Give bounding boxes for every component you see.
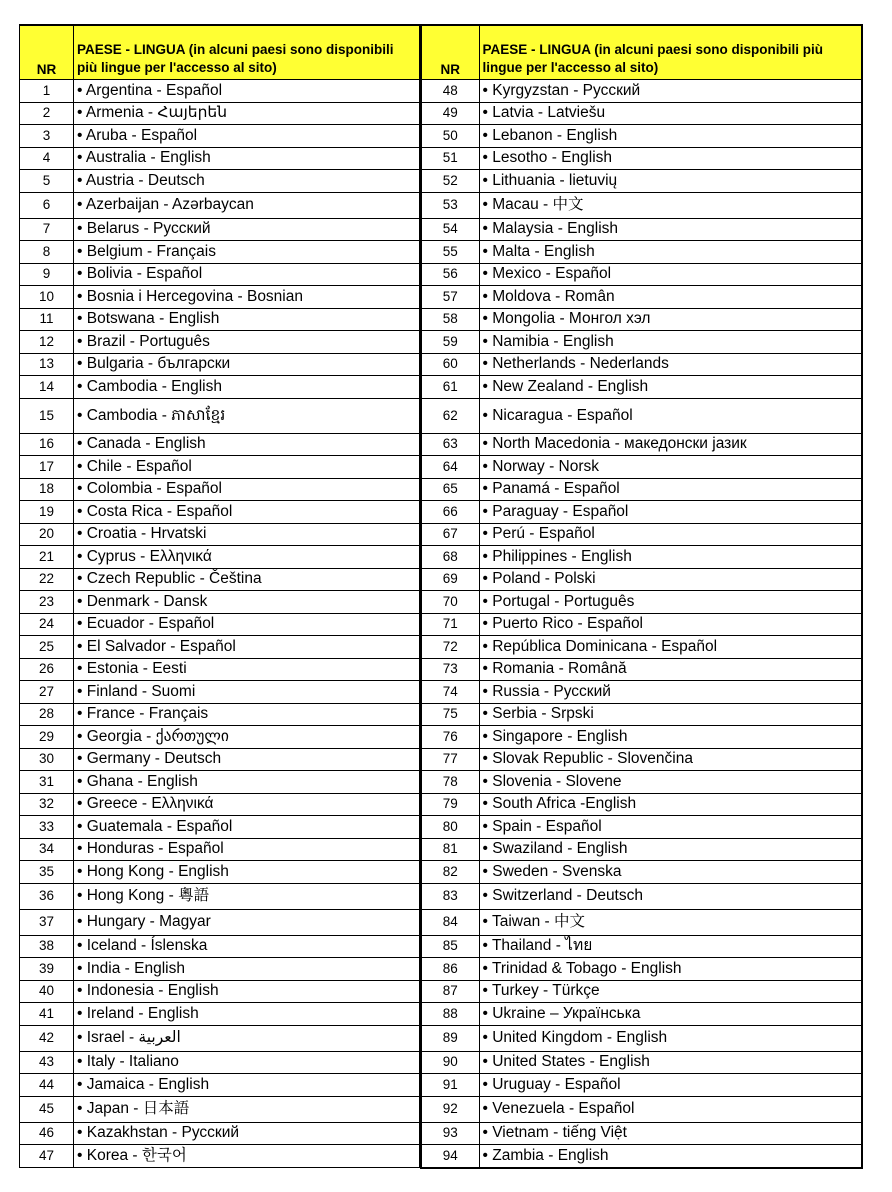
country-language-item: • Aruba - Español: [74, 125, 420, 148]
country-language-item: • Bosnia i Hercegovina - Bosnian: [74, 286, 420, 309]
country-language-item: • Mexico - Español: [479, 263, 862, 286]
row-number: 44: [20, 1074, 74, 1097]
row-number: 35: [20, 861, 74, 884]
table-row: [421, 613, 862, 636]
row-number: 29: [20, 726, 74, 749]
row-number: 19: [20, 501, 74, 524]
row-number: 51: [421, 147, 479, 170]
table-row: [421, 980, 862, 1003]
table-row: [421, 478, 862, 501]
table-row: [421, 883, 862, 909]
row-number: 50: [421, 125, 479, 148]
table-row: [20, 376, 420, 399]
country-language-item: • Germany - Deutsch: [74, 748, 420, 771]
table-row: [421, 771, 862, 794]
table-row: [421, 398, 862, 433]
table-row: [20, 523, 420, 546]
table-row: [421, 456, 862, 479]
table-row: [20, 681, 420, 704]
row-number: 5: [20, 170, 74, 193]
row-number: 33: [20, 816, 74, 839]
row-number: 78: [421, 771, 479, 794]
row-number: 73: [421, 658, 479, 681]
country-language-item: • North Macedonia - македонски јазик: [479, 433, 862, 456]
row-number: 1: [20, 80, 74, 103]
country-language-item: • Belgium - Français: [74, 241, 420, 264]
country-language-item: • Poland - Polski: [479, 568, 862, 591]
table-row: [20, 1025, 420, 1051]
table-row: [20, 125, 420, 148]
country-language-item: • Colombia - Español: [74, 478, 420, 501]
country-language-item: • France - Français: [74, 703, 420, 726]
country-language-item: • Bulgaria - български: [74, 353, 420, 376]
country-language-item: • Slovak Republic - Slovenčina: [479, 748, 862, 771]
table-row: [20, 102, 420, 125]
country-language-item: • Malaysia - English: [479, 218, 862, 241]
row-number: 82: [421, 861, 479, 884]
country-language-item: • Guatemala - Español: [74, 816, 420, 839]
row-number: 26: [20, 658, 74, 681]
row-number: 14: [20, 376, 74, 399]
country-language-item: • Lebanon - English: [479, 125, 862, 148]
header-row: [421, 25, 862, 80]
table-row: [20, 170, 420, 193]
row-number: 76: [421, 726, 479, 749]
row-number: 32: [20, 793, 74, 816]
row-number: 28: [20, 703, 74, 726]
country-language-header: PAESE - LINGUA (in alcuni paesi sono disponibili più lingue per l'accesso al sito): [74, 25, 420, 80]
row-number: 11: [20, 308, 74, 331]
country-language-item: • United Kingdom - English: [479, 1025, 862, 1051]
row-number: 87: [421, 980, 479, 1003]
table-row: [421, 147, 862, 170]
row-number: 66: [421, 501, 479, 524]
row-number: 68: [421, 546, 479, 569]
table-row: [421, 125, 862, 148]
country-language-item: • Armenia - Հայերեն: [74, 102, 420, 125]
country-language-item: • Malta - English: [479, 241, 862, 264]
table-row: [20, 286, 420, 309]
table-row: [20, 636, 420, 659]
country-language-item: • Perú - Español: [479, 523, 862, 546]
table-row: [421, 102, 862, 125]
row-number: 93: [421, 1122, 479, 1145]
country-language-item: • Portugal - Português: [479, 591, 862, 614]
table-row: [421, 681, 862, 704]
row-number: 13: [20, 353, 74, 376]
row-number: 52: [421, 170, 479, 193]
row-number: 16: [20, 433, 74, 456]
table-row: [421, 192, 862, 218]
row-number: 6: [20, 192, 74, 218]
row-number: 17: [20, 456, 74, 479]
table-row: [20, 1051, 420, 1074]
row-number: 81: [421, 838, 479, 861]
table-row: [421, 546, 862, 569]
table-row: [421, 591, 862, 614]
table-row: [421, 218, 862, 241]
table-row: [421, 286, 862, 309]
row-number: 80: [421, 816, 479, 839]
row-number: 39: [20, 958, 74, 981]
row-number: 49: [421, 102, 479, 125]
country-language-header: PAESE - LINGUA (in alcuni paesi sono disponibili più lingue per l'accesso al sito): [479, 25, 862, 80]
row-number: 41: [20, 1003, 74, 1026]
table-row: [20, 1122, 420, 1145]
right-country-table: [420, 24, 863, 1169]
table-row: [20, 703, 420, 726]
row-number: 23: [20, 591, 74, 614]
row-number: 42: [20, 1025, 74, 1051]
country-language-item: • El Salvador - Español: [74, 636, 420, 659]
country-language-item: • Macau - 中文: [479, 192, 862, 218]
country-language-item: • República Dominicana - Español: [479, 636, 862, 659]
country-language-item: • Australia - English: [74, 147, 420, 170]
table-row: [421, 726, 862, 749]
right-table-body: [421, 80, 862, 1168]
country-language-item: • Ghana - English: [74, 771, 420, 794]
table-row: [421, 636, 862, 659]
country-language-item: • Hong Kong - English: [74, 861, 420, 884]
table-row: [421, 748, 862, 771]
country-language-item: • Romania - Română: [479, 658, 862, 681]
row-number: 90: [421, 1051, 479, 1074]
row-number: 54: [421, 218, 479, 241]
row-number: 38: [20, 935, 74, 958]
table-row: [421, 501, 862, 524]
country-language-item: • Cambodia - ភាសាខ្មែរ: [74, 398, 420, 433]
row-number: 27: [20, 681, 74, 704]
country-language-item: • Botswana - English: [74, 308, 420, 331]
country-language-item: • Puerto Rico - Español: [479, 613, 862, 636]
country-language-item: • Switzerland - Deutsch: [479, 883, 862, 909]
row-number: 10: [20, 286, 74, 309]
country-language-item: • Thailand - ไทย: [479, 935, 862, 958]
table-row: [20, 456, 420, 479]
country-language-item: • Croatia - Hrvatski: [74, 523, 420, 546]
row-number: 25: [20, 636, 74, 659]
table-row: [421, 816, 862, 839]
table-row: [20, 1074, 420, 1097]
country-language-item: • Namibia - English: [479, 331, 862, 354]
table-row: [421, 838, 862, 861]
country-language-item: • Austria - Deutsch: [74, 170, 420, 193]
country-language-item: • Czech Republic - Čeština: [74, 568, 420, 591]
row-number: 77: [421, 748, 479, 771]
row-number: 20: [20, 523, 74, 546]
table-row: [20, 613, 420, 636]
table-row: [20, 192, 420, 218]
row-number: 15: [20, 398, 74, 433]
table-row: [20, 658, 420, 681]
table-row: [421, 935, 862, 958]
table-row: [20, 591, 420, 614]
row-number: 91: [421, 1074, 479, 1097]
table-row: [20, 568, 420, 591]
country-language-item: • Denmark - Dansk: [74, 591, 420, 614]
table-row: [421, 909, 862, 935]
table-row: [421, 1003, 862, 1026]
country-language-item: • Jamaica - English: [74, 1074, 420, 1097]
table-row: [421, 376, 862, 399]
table-row: [20, 935, 420, 958]
country-language-item: • Japan - 日本語: [74, 1096, 420, 1122]
country-language-item: • Kazakhstan - Русский: [74, 1122, 420, 1145]
table-row: [421, 1025, 862, 1051]
table-row: [20, 353, 420, 376]
country-language-item: • Chile - Español: [74, 456, 420, 479]
table-row: [20, 147, 420, 170]
table-row: [20, 308, 420, 331]
table-row: [421, 1074, 862, 1097]
country-language-item: • Korea - 한국어: [74, 1145, 420, 1168]
country-language-item: • Paraguay - Español: [479, 501, 862, 524]
table-row: [20, 958, 420, 981]
country-language-item: • Costa Rica - Español: [74, 501, 420, 524]
country-language-item: • Uruguay - Español: [479, 1074, 862, 1097]
row-number: 18: [20, 478, 74, 501]
country-language-item: • Greece - Ελληνικά: [74, 793, 420, 816]
row-number: 85: [421, 935, 479, 958]
country-language-item: • Argentina - Español: [74, 80, 420, 103]
country-language-item: • Vietnam - tiếng Việt: [479, 1122, 862, 1145]
table-row: [20, 80, 420, 103]
row-number: 47: [20, 1145, 74, 1168]
row-number: 86: [421, 958, 479, 981]
row-number: 55: [421, 241, 479, 264]
table-row: [421, 170, 862, 193]
row-number: 8: [20, 241, 74, 264]
country-language-item: • Nicaragua - Español: [479, 398, 862, 433]
country-language-item: • Sweden - Svenska: [479, 861, 862, 884]
country-language-item: • Hong Kong - 粵語: [74, 883, 420, 909]
row-number: 89: [421, 1025, 479, 1051]
table-row: [20, 838, 420, 861]
left-table-body: [20, 80, 420, 1168]
country-language-item: • Kyrgyzstan - Русский: [479, 80, 862, 103]
table-row: [20, 883, 420, 909]
row-number: 71: [421, 613, 479, 636]
row-number: 45: [20, 1096, 74, 1122]
country-language-item: • Iceland - Íslenska: [74, 935, 420, 958]
table-row: [421, 703, 862, 726]
country-language-item: • Trinidad & Tobago - English: [479, 958, 862, 981]
country-language-item: • Belarus - Русский: [74, 218, 420, 241]
country-language-item: • Azerbaijan - Azərbaycan: [74, 192, 420, 218]
row-number: 37: [20, 909, 74, 935]
table-row: [421, 353, 862, 376]
country-language-item: • Lithuania - lietuvių: [479, 170, 862, 193]
table-row: [421, 1145, 862, 1168]
country-language-item: • Estonia - Eesti: [74, 658, 420, 681]
country-language-item: • Italy - Italiano: [74, 1051, 420, 1074]
country-language-item: • Panamá - Español: [479, 478, 862, 501]
table-row: [421, 793, 862, 816]
country-language-item: • United States - English: [479, 1051, 862, 1074]
table-row: [421, 263, 862, 286]
table-row: [20, 980, 420, 1003]
table-row: [20, 546, 420, 569]
country-language-item: • New Zealand - English: [479, 376, 862, 399]
country-language-item: • Finland - Suomi: [74, 681, 420, 704]
table-row: [20, 861, 420, 884]
table-row: [421, 1051, 862, 1074]
row-number: 24: [20, 613, 74, 636]
row-number: 75: [421, 703, 479, 726]
table-row: [421, 80, 862, 103]
country-language-item: • Netherlands - Nederlands: [479, 353, 862, 376]
country-language-item: • Bolivia - Español: [74, 263, 420, 286]
table-row: [20, 398, 420, 433]
table-row: [20, 501, 420, 524]
row-number: 46: [20, 1122, 74, 1145]
row-number: 84: [421, 909, 479, 935]
table-row: [20, 433, 420, 456]
country-language-item: • Honduras - Español: [74, 838, 420, 861]
header-row: [20, 25, 420, 80]
country-language-item: • Norway - Norsk: [479, 456, 862, 479]
row-number: 22: [20, 568, 74, 591]
row-number: 70: [421, 591, 479, 614]
row-number: 64: [421, 456, 479, 479]
country-language-item: • Turkey - Türkçe: [479, 980, 862, 1003]
country-language-item: • Venezuela - Español: [479, 1096, 862, 1122]
row-number: 57: [421, 286, 479, 309]
nr-header: NR: [20, 25, 74, 80]
table-row: [421, 568, 862, 591]
country-language-item: • Hungary - Magyar: [74, 909, 420, 935]
row-number: 69: [421, 568, 479, 591]
row-number: 9: [20, 263, 74, 286]
country-language-item: • Taiwan - 中文: [479, 909, 862, 935]
table-row: [20, 793, 420, 816]
country-language-item: • Ukraine – Українська: [479, 1003, 862, 1026]
row-number: 2: [20, 102, 74, 125]
nr-header: NR: [421, 25, 479, 80]
country-language-item: • India - English: [74, 958, 420, 981]
table-row: [20, 241, 420, 264]
country-language-item: • Israel - العربية: [74, 1025, 420, 1051]
row-number: 92: [421, 1096, 479, 1122]
row-number: 83: [421, 883, 479, 909]
row-number: 40: [20, 980, 74, 1003]
row-number: 67: [421, 523, 479, 546]
table-row: [20, 1003, 420, 1026]
row-number: 4: [20, 147, 74, 170]
row-number: 74: [421, 681, 479, 704]
row-number: 36: [20, 883, 74, 909]
row-number: 79: [421, 793, 479, 816]
country-language-item: • Spain - Español: [479, 816, 862, 839]
table-row: [20, 263, 420, 286]
table-row: [20, 748, 420, 771]
table-row: [421, 433, 862, 456]
table-row: [20, 1096, 420, 1122]
table-row: [421, 958, 862, 981]
row-number: 48: [421, 80, 479, 103]
table-row: [421, 523, 862, 546]
row-number: 43: [20, 1051, 74, 1074]
row-number: 34: [20, 838, 74, 861]
row-number: 59: [421, 331, 479, 354]
row-number: 31: [20, 771, 74, 794]
country-language-item: • Singapore - English: [479, 726, 862, 749]
country-language-item: • Russia - Русский: [479, 681, 862, 704]
country-language-item: • Georgia - ქართული: [74, 726, 420, 749]
row-number: 3: [20, 125, 74, 148]
row-number: 62: [421, 398, 479, 433]
row-number: 12: [20, 331, 74, 354]
row-number: 56: [421, 263, 479, 286]
table-row: [20, 816, 420, 839]
country-language-item: • Brazil - Português: [74, 331, 420, 354]
country-language-item: • South Africa -English: [479, 793, 862, 816]
country-language-item: • Mongolia - Монгол хэл: [479, 308, 862, 331]
table-row: [421, 861, 862, 884]
table-row: [421, 308, 862, 331]
table-row: [20, 1145, 420, 1168]
country-language-item: • Philippines - English: [479, 546, 862, 569]
country-language-item: • Zambia - English: [479, 1145, 862, 1168]
table-row: [20, 909, 420, 935]
country-language-item: • Serbia - Srpski: [479, 703, 862, 726]
country-language-item: • Latvia - Latviešu: [479, 102, 862, 125]
table-row: [421, 1096, 862, 1122]
table-row: [20, 771, 420, 794]
table-row: [20, 478, 420, 501]
country-language-item: • Canada - English: [74, 433, 420, 456]
table-row: [421, 331, 862, 354]
row-number: 61: [421, 376, 479, 399]
country-language-item: • Moldova - Român: [479, 286, 862, 309]
country-language-item: • Lesotho - English: [479, 147, 862, 170]
country-language-item: • Swaziland - English: [479, 838, 862, 861]
row-number: 58: [421, 308, 479, 331]
row-number: 30: [20, 748, 74, 771]
row-number: 7: [20, 218, 74, 241]
country-language-item: • Ireland - English: [74, 1003, 420, 1026]
table-row: [20, 331, 420, 354]
row-number: 72: [421, 636, 479, 659]
table-row: [20, 726, 420, 749]
country-language-item: • Indonesia - English: [74, 980, 420, 1003]
country-language-item: • Cyprus - Ελληνικά: [74, 546, 420, 569]
row-number: 60: [421, 353, 479, 376]
country-language-item: • Cambodia - English: [74, 376, 420, 399]
row-number: 21: [20, 546, 74, 569]
row-number: 63: [421, 433, 479, 456]
left-country-table: [19, 24, 420, 1168]
country-language-item: • Slovenia - Slovene: [479, 771, 862, 794]
row-number: 53: [421, 192, 479, 218]
row-number: 88: [421, 1003, 479, 1026]
country-language-item: • Ecuador - Español: [74, 613, 420, 636]
table-row: [421, 241, 862, 264]
table-row: [20, 218, 420, 241]
row-number: 65: [421, 478, 479, 501]
table-row: [421, 658, 862, 681]
table-row: [421, 1122, 862, 1145]
row-number: 94: [421, 1145, 479, 1168]
